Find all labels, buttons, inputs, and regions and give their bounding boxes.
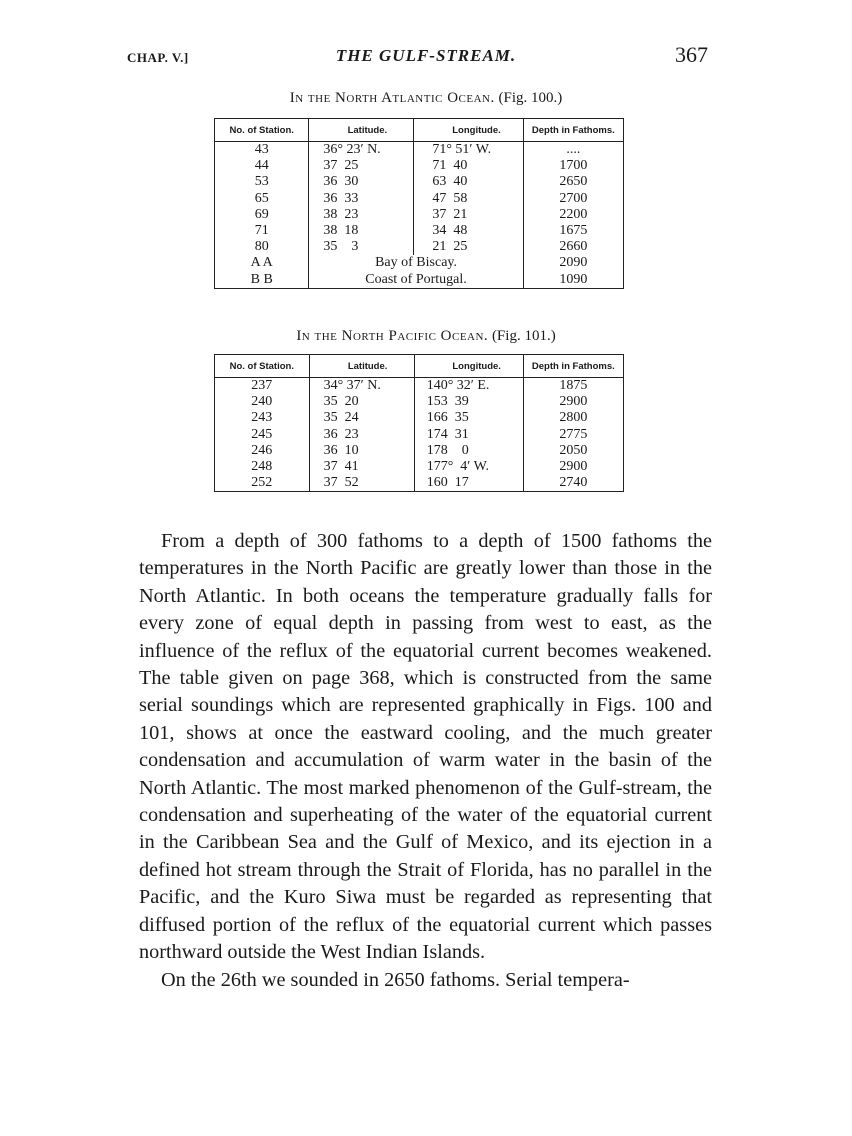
depth-cell: 1700: [523, 158, 623, 174]
station-cell: 65: [254, 190, 269, 206]
body-text: [139, 528, 712, 994]
place-cell: Coast of Portugal.: [309, 272, 523, 289]
col-header-latitude: Latitude.: [309, 355, 414, 378]
longitude-cell: 37 21: [414, 207, 523, 223]
longitude-cell: 178 0: [414, 443, 523, 459]
station-cell: 80: [254, 239, 269, 255]
latitude-cell: 37 25: [309, 158, 414, 174]
station-cell: 53: [254, 174, 269, 190]
station-cell: 43: [254, 142, 269, 157]
station-cell: 248: [251, 459, 273, 475]
col-header-latitude: Latitude.: [309, 119, 414, 142]
atlantic-table: [214, 118, 624, 289]
latitude-cell: 35 20: [309, 394, 414, 410]
table-row: [215, 174, 624, 190]
table-row: [215, 272, 624, 289]
table-header-row: [215, 355, 624, 378]
pacific-caption-text: In the North Pacific Ocean.: [296, 328, 489, 344]
pacific-caption-fig: (Fig. 101.): [491, 328, 556, 344]
depth-cell: 2660: [523, 239, 623, 255]
depth-cell: 2090: [523, 255, 623, 271]
longitude-cell: 140° 32′ E.: [414, 378, 523, 395]
running-title: THE GULF-STREAM.: [335, 46, 517, 65]
station-cell: A A: [250, 255, 273, 271]
latitude-cell: 36 10: [309, 443, 414, 459]
station-cell: 237: [251, 378, 273, 393]
longitude-cell: 177° 4′ W.: [414, 459, 523, 475]
station-cell: 245: [251, 426, 273, 442]
longitude-cell: 21 25: [414, 239, 523, 255]
depth-cell: 2200: [523, 207, 623, 223]
depth-cell: 2650: [523, 174, 623, 190]
latitude-cell: 36 30: [309, 174, 414, 190]
latitude-cell: 36 23: [309, 427, 414, 443]
table-row: [215, 427, 624, 443]
latitude-cell: 37 41: [309, 459, 414, 475]
chapter-label: CHAP. V.]: [127, 50, 189, 65]
depth-cell: 1090: [523, 272, 623, 289]
longitude-cell: 71 40: [414, 158, 523, 174]
place-cell: Bay of Biscay.: [309, 255, 523, 271]
atlantic-caption-text: In the North Atlantic Ocean.: [289, 90, 495, 106]
depth-cell: 2800: [523, 410, 623, 426]
depth-cell: 2050: [523, 443, 623, 459]
latitude-cell: 36° 23′ N.: [309, 142, 414, 159]
table-row: [215, 191, 624, 207]
table-row: [215, 459, 624, 475]
col-header-station: No. of Station.: [215, 119, 309, 142]
atlantic-table-caption: [0, 90, 852, 107]
station-cell: 71: [254, 223, 269, 239]
station-cell: 243: [251, 410, 273, 426]
depth-cell: 2775: [523, 427, 623, 443]
col-header-longitude: Longitude.: [414, 119, 523, 142]
longitude-cell: 160 17: [414, 475, 523, 492]
latitude-cell: 38 18: [309, 223, 414, 239]
depth-cell: 2740: [523, 475, 623, 492]
table-row: [215, 394, 624, 410]
station-cell: 252: [251, 475, 273, 491]
depth-cell: 1675: [523, 223, 623, 239]
longitude-cell: 166 35: [414, 410, 523, 426]
longitude-cell: 71° 51′ W.: [414, 142, 523, 159]
longitude-cell: 47 58: [414, 191, 523, 207]
table-row: [215, 207, 624, 223]
col-header-depth: Depth in Fathoms.: [523, 119, 623, 142]
atlantic-caption-fig: (Fig. 100.): [498, 90, 563, 106]
paragraph: From a depth of 300 fathoms to a depth of 1500 fathoms the temperatures in the North Pacific are greatly lower than those in the North Atlantic. In both oceans the temperature gradually falls for every zone of equal depth in passing from west to east, as the influence of the reflux of the equatorial current becomes weakened. The table given on page 368, which is constructed from the same serial soundings which are represented graphically in Figs. 100 and 101, shows at once the eastward cooling, and the much greater condensation and accumulation of warm water in the basin of the North Atlantic. The most marked phenomenon of the Gulf-stream, the condensation and superheating of the water of the equatorial current in the Caribbean Sea and the Gulf of Mexico, and its ejection in a defined hot stream through the Strait of Florida, has no parallel in the Pacific, and the Kuro Siwa must be regarded as representing that diffused portion of the reflux of the equatorial current which passes northward outside the West Indian Islands.: [139, 530, 712, 964]
table-row: [215, 223, 624, 239]
depth-cell: 2900: [523, 459, 623, 475]
latitude-cell: 34° 37′ N.: [309, 378, 414, 395]
latitude-cell: 38 23: [309, 207, 414, 223]
table-row: [215, 443, 624, 459]
table-row: [215, 142, 624, 159]
page-number: 367: [675, 42, 708, 67]
pacific-table: [214, 354, 624, 492]
station-cell: B B: [250, 271, 273, 287]
table-row: [215, 475, 624, 492]
paragraph: On the 26th we sounded in 2650 fathoms. Serial tempera-: [161, 968, 630, 991]
station-cell: 44: [254, 158, 269, 174]
col-header-depth: Depth in Fathoms.: [523, 355, 623, 378]
col-header-longitude: Longitude.: [414, 355, 523, 378]
longitude-cell: 174 31: [414, 427, 523, 443]
table-row: [215, 410, 624, 426]
pacific-table-caption: [0, 328, 852, 345]
station-cell: 69: [254, 206, 269, 222]
station-cell: 246: [251, 442, 273, 458]
table-row: [215, 158, 624, 174]
table-row: [215, 255, 624, 271]
depth-cell: 2700: [523, 191, 623, 207]
depth-cell: ....: [523, 142, 623, 159]
table-header-row: [215, 119, 624, 142]
station-cell: 240: [251, 394, 273, 410]
col-header-station: No. of Station.: [215, 355, 310, 378]
depth-cell: 2900: [523, 394, 623, 410]
longitude-cell: 63 40: [414, 174, 523, 190]
longitude-cell: 34 48: [414, 223, 523, 239]
depth-cell: 1875: [523, 378, 623, 395]
latitude-cell: 35 3: [309, 239, 414, 255]
table-row: [215, 239, 624, 255]
running-header: [0, 40, 852, 70]
longitude-cell: 153 39: [414, 394, 523, 410]
table-row: [215, 378, 624, 395]
latitude-cell: 37 52: [309, 475, 414, 492]
latitude-cell: 36 33: [309, 191, 414, 207]
latitude-cell: 35 24: [309, 410, 414, 426]
